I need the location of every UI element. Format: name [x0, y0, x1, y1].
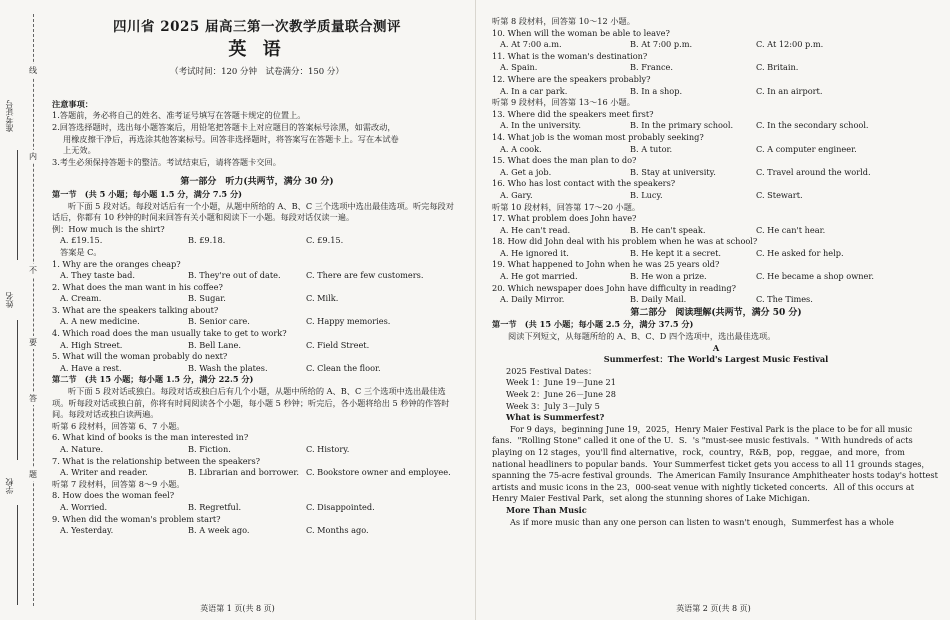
- question-stem: 2. What does the man want in his coffee?: [52, 281, 223, 292]
- date-line: Week 1：June 19－June 21: [506, 377, 616, 388]
- part-heading: 第二部分 阅读理解(共两节，满分 50 分): [630, 307, 802, 318]
- option: C. Stewart.: [756, 189, 803, 200]
- page-1-column: [52, 0, 462, 537]
- question-stem: 3. What are the speakers talking about?: [52, 304, 219, 315]
- question-stem: 6. What kind of books is the man interested in?: [52, 432, 249, 443]
- option: B. Librarian and borrower.: [188, 467, 299, 478]
- group-instruction: 听第 9 段材料，回答第 13～16 小题。: [492, 97, 635, 108]
- answer-options: [492, 294, 940, 306]
- option: A. £19.15.: [60, 235, 103, 246]
- example-options: [52, 235, 462, 247]
- option: B. At 7:00 p.m.: [630, 39, 693, 50]
- question-group: [52, 490, 462, 536]
- passage-paragraph: For 9 days，beginning June 19，2025，Henry Maier Festival Park is the place to be for all music fans．"Rolling Stone" called it one of the U．S．'s "must-see music festivals．" With hundreds of acts playing on 12 stages，you'll find alternative，rock，country，R&B，pop，reggae，and more，from national headliners to popular bands．Your Summerfest ticket gets you access to all 11 grounds stages，spanning the 75-acre festival grounds．The American Family Insurance Amphitheater hosts today's hottest artists and music icons in the 23，000-seat venue with nightly ticketed concerts．All of this occurs at Henry Maier Festival Park，set along the stunning shores of Lake Michigan．: [492, 423, 938, 504]
- question-group: [52, 432, 462, 478]
- option: A. A new medicine.: [60, 316, 140, 327]
- option: B. He kept it a secret.: [630, 247, 722, 258]
- group-instruction: 听第 6 段材料，回答第 6、7 小题。: [52, 420, 185, 431]
- option: C. In an airport.: [756, 85, 823, 96]
- question-stem: 18. How did John deal with his problem when he was at school?: [492, 236, 758, 247]
- passage-paragraph: As if more music than any one person can listen to wasn't enough，Summerfest has a whole: [510, 516, 894, 527]
- exam-number-label: 准考证号: [5, 100, 14, 132]
- option: A. Worried.: [60, 501, 108, 512]
- question-group: [52, 259, 462, 375]
- subject-title: 英 语: [228, 38, 286, 60]
- question-group: [492, 109, 940, 202]
- date-line: Week 3：July 3－July 5: [506, 400, 600, 411]
- answer-options: [492, 225, 940, 237]
- option: A. Cream.: [60, 293, 102, 304]
- passage-title: Summerfest：The World's Largest Music Festival: [603, 354, 829, 365]
- option: C. Disappointed.: [306, 501, 375, 512]
- answer-options: [52, 316, 462, 328]
- option: C. Clean the floor.: [306, 362, 381, 373]
- note-line: 2.回答选择题时，选出每小题答案后，用铅笔把答题卡上对应题目的答案标号涂黑，如需改动，: [52, 121, 396, 132]
- question-group: [492, 28, 940, 98]
- question-stem: 7. What is the relationship between the speakers?: [52, 455, 261, 466]
- option: B. Bell Lane.: [188, 339, 241, 350]
- part-heading: 第一部分 听力(共两节，满分 30 分): [180, 177, 334, 188]
- group-instruction: 听第 7 段材料，回答第 8～9 小题。: [52, 478, 185, 489]
- binding-mark: 不: [29, 266, 37, 275]
- answer-options: [492, 167, 940, 179]
- option: C. He asked for help.: [756, 247, 844, 258]
- option: C. £9.15.: [306, 235, 344, 246]
- page-2: [475, 0, 950, 620]
- answer-options: [492, 248, 940, 260]
- question-stem: 12. Where are the speakers probably?: [492, 73, 651, 84]
- option: A. He ignored it.: [500, 247, 569, 258]
- option: C. In the secondary school.: [756, 120, 869, 131]
- answer-options: [52, 270, 462, 282]
- binding-mark: 答: [29, 394, 37, 403]
- option: B. Senior care.: [188, 316, 250, 327]
- answer-options: [492, 190, 940, 202]
- page-2-column: [492, 0, 940, 528]
- date-line: Week 2：June 26－June 28: [506, 389, 616, 399]
- option: B. In a shop.: [630, 85, 683, 96]
- answer-options: [492, 39, 940, 51]
- option: A. He can't read.: [500, 224, 571, 235]
- option: C. At 12:00 p.m.: [756, 39, 824, 50]
- answer-options: [52, 502, 462, 514]
- question-stem: 11. What is the woman's destination?: [492, 50, 648, 61]
- question-stem: 16. Who has lost contact with the speakers?: [492, 178, 676, 189]
- option: A. Nature.: [60, 444, 104, 454]
- option: B. Lucy.: [630, 189, 663, 200]
- question-stem: 19. What happened to John when he was 25 years old?: [492, 259, 720, 270]
- option: A. They taste bad.: [60, 270, 136, 281]
- option: A. Gary.: [500, 189, 533, 200]
- option: B. Wash the plates.: [188, 362, 268, 373]
- option: A. At 7:00 a.m.: [500, 39, 562, 50]
- question-group: [492, 213, 940, 306]
- notes-title: 注意事项：: [52, 98, 93, 109]
- question-stem: 4. Which road does the man usually take to get to work?: [52, 328, 287, 339]
- option: C. Months ago.: [306, 525, 369, 536]
- option: A. Have a rest.: [60, 362, 122, 373]
- answer-options: [492, 62, 940, 74]
- option: B. Sugar.: [188, 293, 226, 304]
- name-label: 姓名: [5, 292, 14, 308]
- option: C. Britain.: [756, 62, 799, 73]
- exam-meta: （考试时间：120 分钟 试卷满分：150 分）: [170, 67, 344, 78]
- section-instructions: 阅读下列短文，从每题所给的 A、B、C、D 四个选项中，选出最佳选项。: [508, 331, 776, 342]
- example-question: 例：How much is the shirt?: [52, 223, 165, 234]
- option: C. Milk.: [306, 293, 339, 304]
- question-stem: 5. What will the woman probably do next?: [52, 351, 228, 362]
- question-stem: 10. When will the woman be able to leave?: [492, 27, 670, 38]
- section-instructions: 听下面 5 段对话或独白。每段对话或独白后有几个小题，从题中所给的 A、B、C 三个选项中选出最佳选项。听每段对话或独白前，你将有时间阅读各个小题，每小题 5 秒钟；听完后，各小题将给出 5 秒钟的作答时间。每段对话或独白读两遍。: [52, 386, 450, 420]
- binding-margin: [0, 0, 44, 620]
- option: B. A week ago.: [188, 525, 250, 536]
- note-line: 上无效。: [63, 145, 96, 156]
- option: A. Get a job.: [500, 166, 552, 177]
- option: A. He got married.: [500, 271, 578, 282]
- question-stem: 17. What problem does John have?: [492, 213, 637, 224]
- dates-title: 2025 Festival Dates：: [506, 365, 597, 376]
- passage-subheading: What is Summerfest?: [506, 412, 605, 423]
- option: A. Yesterday.: [60, 525, 114, 536]
- question-stem: 1. Why are the oranges cheap?: [52, 258, 181, 269]
- answer-options: [52, 525, 462, 537]
- question-stem: 15. What does the man plan to do?: [492, 155, 637, 166]
- option: C. Travel around the world.: [756, 166, 871, 177]
- option: A. In a car park.: [500, 85, 568, 96]
- option: C. Bookstore owner and employee.: [306, 467, 451, 478]
- answer-options: [52, 363, 462, 375]
- name-blank: [17, 320, 18, 460]
- answer-options: [492, 120, 940, 132]
- note-line: 1.答题前，务必将自己的姓名、准考证号填写在答题卡规定的位置上。: [52, 110, 306, 121]
- option: C. There are few customers.: [306, 270, 424, 281]
- question-stem: 13. Where did the speakers meet first?: [492, 108, 654, 119]
- answer-options: [52, 444, 462, 456]
- option: B. He won a prize.: [630, 271, 707, 282]
- option: B. Stay at university.: [630, 166, 716, 177]
- option: A. A cook.: [500, 143, 542, 154]
- answer-options: [492, 271, 940, 283]
- binding-mark: 内: [29, 152, 37, 161]
- passage-subheading: More Than Music: [506, 504, 587, 515]
- exam-title: 四川省 2025 届高三第一次教学质量联合测评: [113, 19, 401, 35]
- option: C. A computer engineer.: [756, 143, 857, 154]
- option: C. Happy memories.: [306, 316, 391, 327]
- option: C. He can't hear.: [756, 224, 826, 235]
- binding-mark: 要: [29, 338, 37, 347]
- option: C. Field Street.: [306, 339, 370, 350]
- note-line: 3.考生必须保持答题卡的整洁。考试结束后，请将答题卡交回。: [52, 156, 281, 167]
- option: B. £9.18.: [188, 235, 226, 246]
- option: B. A tutor.: [630, 143, 673, 154]
- section-instructions: 听下面 5 段对话。每段对话后有一个小题，从题中所给的 A、B、C 三个选项中选出最佳选项。听完每段对话后，你都有 10 秒钟的时间来回答有关小题和阅读下一小题。每段对话仅读一遍。: [52, 200, 454, 223]
- group-instruction: 听第 10 段材料，回答第 17～20 小题。: [492, 201, 641, 212]
- binding-mark: 题: [29, 470, 37, 479]
- option: B. They're out of date.: [188, 270, 281, 281]
- question-stem: 8. How does the woman feel?: [52, 490, 175, 501]
- option: C. History.: [306, 444, 350, 454]
- question-stem: 20. Which newspaper does John have difficulty in reading?: [492, 282, 737, 293]
- section-heading: 第二节 (共 15 小题；每小题 1.5 分，满分 22.5 分): [52, 374, 254, 385]
- option: B. He can't speak.: [630, 224, 706, 235]
- page-footer: 英语第 2 页(共 8 页): [676, 604, 751, 613]
- binding-mark: 线: [29, 66, 37, 75]
- option: B. Fiction.: [188, 444, 231, 454]
- answer-options: [52, 340, 462, 352]
- answer-options: [492, 144, 940, 156]
- option: B. In the primary school.: [630, 120, 734, 131]
- passage-letter: A: [712, 342, 720, 353]
- option: A. Spain.: [500, 62, 538, 73]
- exam-number-blank: [17, 150, 18, 260]
- option: A. Writer and reader.: [60, 467, 148, 478]
- option: A. Daily Mirror.: [500, 294, 565, 305]
- option: C. The Times.: [756, 294, 813, 305]
- question-stem: 9. When did the woman's problem start?: [52, 513, 221, 524]
- option: A. High Street.: [60, 339, 123, 350]
- answer-options: [52, 293, 462, 305]
- school-blank: [17, 505, 18, 605]
- group-instruction: 听第 8 段材料，回答第 10～12 小题。: [492, 16, 635, 26]
- option: B. Regretful.: [188, 501, 242, 512]
- option: A. In the university.: [500, 120, 582, 131]
- example-answer: 答案是 C。: [60, 246, 102, 257]
- school-label: 学校: [5, 478, 14, 494]
- section-heading: 第一节 (共 15 小题；每小题 2.5 分，满分 37.5 分): [492, 319, 694, 330]
- note-line: 用橡皮擦干净后，再选涂其他答案标号。回答非选择题时，将答案写在答题卡上。写在本试卷: [63, 133, 399, 144]
- page-footer: 英语第 1 页(共 8 页): [200, 604, 275, 613]
- section-heading: 第一节 (共 5 小题；每小题 1.5 分，满分 7.5 分): [52, 188, 243, 199]
- option: B. France.: [630, 62, 674, 73]
- answer-options: [492, 86, 940, 98]
- cut-line: [33, 14, 34, 606]
- option: B. Daily Mail.: [630, 294, 687, 305]
- answer-options: [52, 467, 462, 479]
- option: C. He became a shop owner.: [756, 271, 874, 282]
- question-stem: 14. What job is the woman most probably seeking?: [492, 131, 704, 142]
